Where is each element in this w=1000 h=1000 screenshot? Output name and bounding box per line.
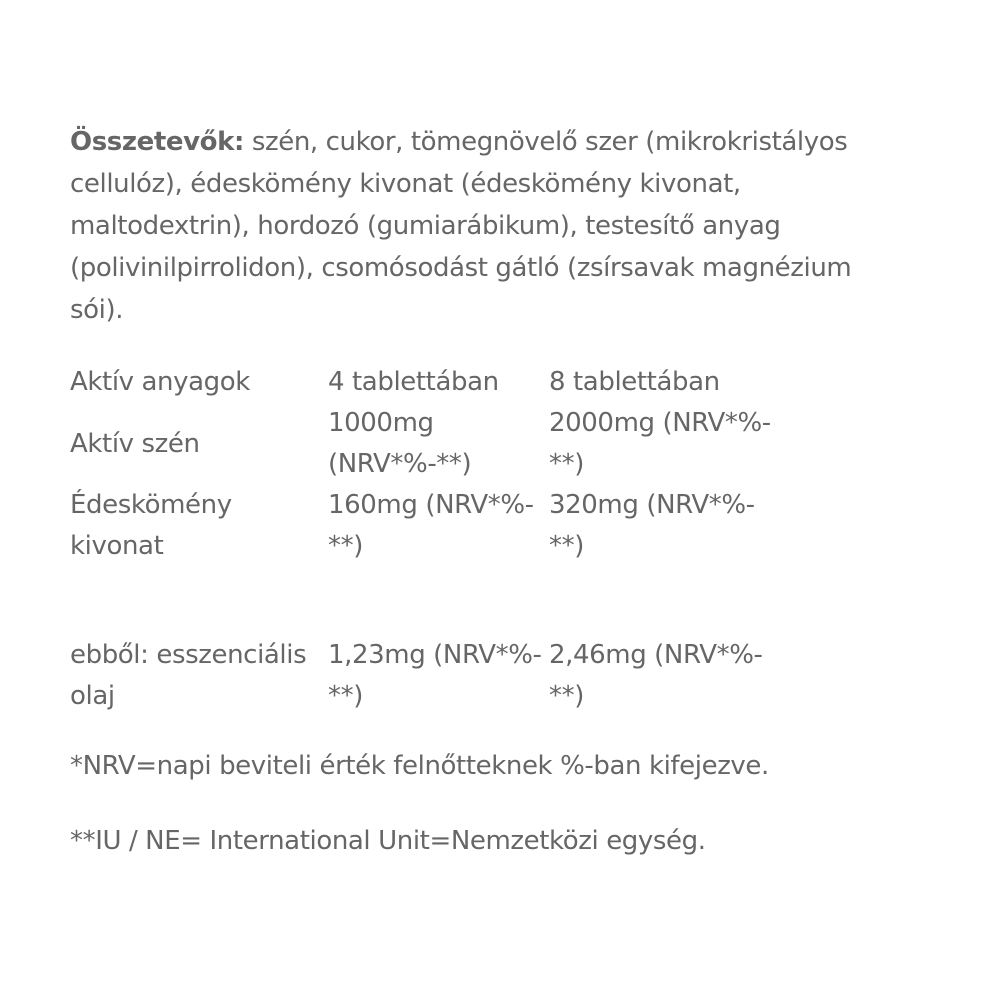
ingredients-text: szén, cukor, tömegnövelő szer (mikrokristályos cellulóz), édeskömény kivonat (édeskömény kivonat, maltodextrin), hordozó (gumiarábikum), testesítő anyag (polivinilpirrolidon), csomósodást gátló (zsírsavak magnézium sói). — [70, 127, 852, 325]
empty-cell — [549, 567, 779, 635]
header-cell-name: Aktív anyagok — [70, 367, 250, 397]
table-row — [70, 403, 779, 485]
row-name: Édeskömény kivonat — [70, 490, 232, 561]
row-value-8-tablets: 2000mg (NRV*%-**) — [549, 408, 771, 479]
ingredients-label: Összetevők: — [70, 127, 244, 157]
row-value-4-tablets: 1,23mg (NRV*%-**) — [328, 640, 542, 711]
table-spacer-row — [70, 567, 779, 635]
table-row — [70, 485, 779, 567]
iu-footnote: **IU / NE= International Unit=Nemzetközi egység. — [70, 826, 706, 856]
table-header-row — [70, 362, 779, 403]
row-value-4-tablets: 160mg (NRV*%-**) — [328, 490, 534, 561]
product-description — [70, 121, 870, 862]
row-value-4-tablets: 1000mg (NRV*%-**) — [328, 408, 472, 479]
row-value-8-tablets: 320mg (NRV*%-**) — [549, 490, 755, 561]
ingredients-paragraph — [70, 121, 870, 331]
header-cell-8-tablets: 8 tablettában — [549, 367, 720, 397]
header-cell-4-tablets: 4 tablettában — [328, 367, 499, 397]
active-ingredients-table — [70, 362, 779, 717]
row-value-8-tablets: 2,46mg (NRV*%-**) — [549, 640, 763, 711]
row-name: Aktív szén — [70, 428, 200, 459]
empty-cell — [70, 567, 328, 635]
nrv-footnote: *NRV=napi beviteli érték felnőtteknek %-ban kifejezve. — [70, 751, 769, 781]
row-name: ebből: esszenciális olaj — [70, 640, 307, 711]
empty-cell — [328, 567, 549, 635]
table-row — [70, 635, 779, 717]
